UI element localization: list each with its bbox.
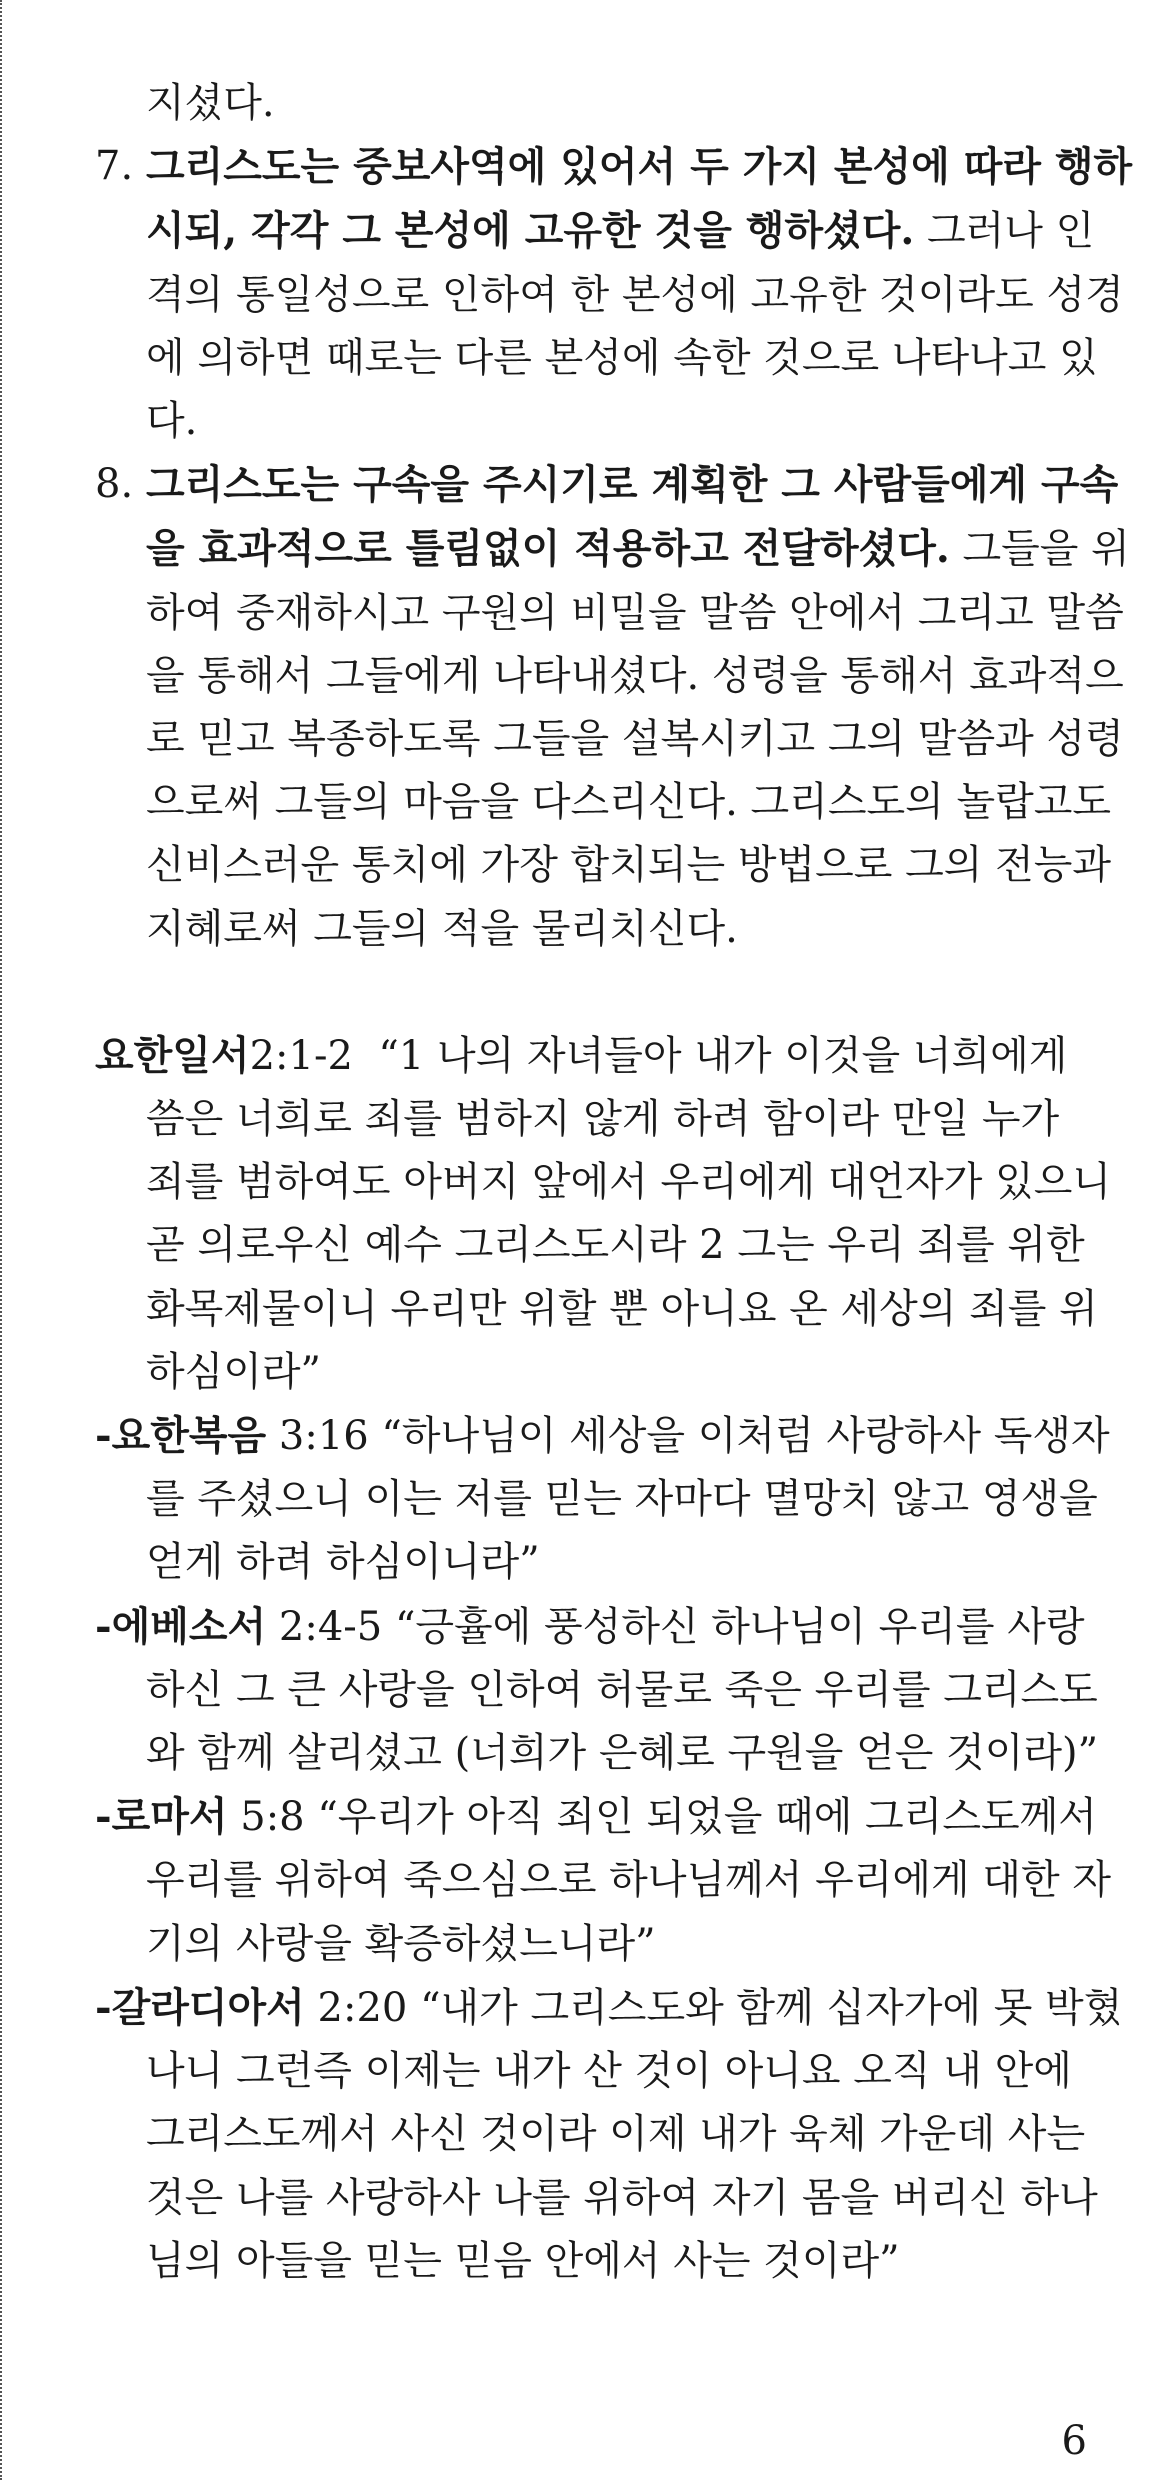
- verse-text-line: 하심이라”: [146, 1348, 322, 1395]
- verse-text: “내가 그리스도와 함께 십자가에 못 박혔: [407, 1984, 1123, 2031]
- verse-text-line: 와 함께 살리셨고 (너희가 은혜로 구원을 얻은 것이라)”: [146, 1730, 1099, 1777]
- item-number: 8.: [95, 461, 134, 508]
- verse-reference-number: 3:16: [266, 1413, 369, 1460]
- scripture-verse: [95, 1785, 1112, 1976]
- item-number: 7.: [95, 143, 134, 190]
- section-spacer: [95, 961, 1085, 1024]
- item-line: [146, 834, 1112, 897]
- verse-text: “우리가 아직 죄인 되었을 때에 그리스도께서: [304, 1794, 1097, 1841]
- item-body-text: 에 의하면 때로는 다른 본성에 속한 것으로 나타나고 있: [146, 334, 1098, 381]
- item-body-text: 그들을 위: [949, 526, 1130, 573]
- verse-text: “1 나의 자녀들아 내가 이것을 너희에게: [352, 1032, 1068, 1079]
- item-body-text: 으로써 그들의 마음을 다스리신다. 그리스도의 놀랍고도: [146, 779, 1112, 826]
- confession-item: [95, 135, 1133, 453]
- item-body-text: 지혜로써 그들의 적을 물리치신다.: [146, 905, 738, 952]
- verse-text-line: 님의 아들을 믿는 믿음 안에서 사는 것이라”: [146, 2237, 900, 2284]
- verse-first-line: [95, 1595, 1085, 1659]
- item-body-text: 하여 중재하시고 구원의 비밀을 말씀 안에서 그리고 말씀: [146, 589, 1124, 636]
- item-body-text: 다.: [146, 398, 198, 445]
- item-body-text: 신비스러운 통치에 가장 합치되는 방법으로 그의 전능과: [146, 842, 1112, 889]
- verse-first-line: [95, 1785, 1097, 1849]
- item-line: [146, 135, 1133, 199]
- verse-text: “긍휼에 풍성하신 하나님이 우리를 사랑: [382, 1603, 1085, 1650]
- item-line: [146, 582, 1124, 645]
- verse-reference-number: 2:1-2: [249, 1032, 353, 1079]
- item-line: [146, 708, 1124, 771]
- verse-text: “하나님이 세상을 이처럼 사랑하사 독생자: [368, 1413, 1110, 1460]
- scripture-references: [95, 1024, 1123, 2293]
- verse-text-line: 기의 사랑을 확증하셨느니라”: [146, 1920, 656, 1967]
- item-body-text: 격의 통일성으로 인하여 한 본성에 고유한 것이라도 성경: [146, 271, 1124, 318]
- verse-book-name: -갈라디아서: [95, 1983, 305, 2031]
- verse-book-name: -에베소서: [95, 1602, 267, 1650]
- scripture-verse: [95, 1404, 1110, 1595]
- item-body-text: 을 통해서 그들에게 나타내셨다. 성령을 통해서 효과적으: [146, 652, 1124, 699]
- scripture-verse: [95, 1595, 1099, 1786]
- verse-text-line: 것은 나를 사랑하사 나를 위하여 자기 몸을 버리신 하나: [146, 2174, 1098, 2221]
- verse-text-line: 죄를 범하여도 아버지 앞에서 우리에게 대언자가 있으니: [146, 1159, 1112, 1206]
- item-emphasis-text: 그리스도는 중보사역에 있어서 두 가지 본성에 따라 행하: [146, 143, 1133, 191]
- item-line: [146, 264, 1124, 327]
- verse-first-line: [95, 1024, 1085, 1088]
- continuation-text: 지셨다.: [146, 80, 275, 126]
- verse-text-line: 화목제물이니 우리만 위할 뿐 아니요 온 세상의 죄를 위: [146, 1285, 1098, 1332]
- verse-text-line: 우리를 위하여 죽으심으로 하나님께서 우리에게 대한 자: [146, 1857, 1112, 1904]
- document-page: [95, 72, 1133, 2293]
- verse-book-name: -로마서: [95, 1793, 228, 1841]
- verse-text-line: 하신 그 큰 사랑을 인하여 허물로 죽은 우리를 그리스도: [146, 1666, 1098, 1713]
- item-line: [146, 517, 1130, 581]
- scripture-verse: [95, 1976, 1123, 2293]
- item-emphasis-text: 시되, 각각 그 본성에 고유한 것을 행하셨다.: [146, 207, 915, 255]
- item-line: [146, 645, 1124, 708]
- item-body-text: 로 믿고 복종하도록 그들을 설복시키고 그의 말씀과 성령: [146, 716, 1124, 763]
- scripture-verse: [95, 1024, 1112, 1404]
- confession-items: [95, 135, 1133, 961]
- item-emphasis-text: 그리스도는 구속을 주시기로 계획한 그 사람들에게 구속: [146, 461, 1119, 509]
- verse-reference-number: 5:8: [227, 1794, 305, 1841]
- verse-book-name: 요한일서: [95, 1031, 250, 1079]
- verse-first-line: [95, 1976, 1123, 2040]
- item-line: [146, 199, 1095, 263]
- item-body-text: 그러나 인: [914, 208, 1095, 255]
- verse-text-line: 곧 의로우신 예수 그리스도시라 2 그는 우리 죄를 위한: [146, 1222, 1085, 1269]
- verse-text-line: 얻게 하려 하심이니라”: [146, 1539, 540, 1586]
- verse-reference-number: 2:20: [304, 1984, 408, 2031]
- verse-reference-number: 2:4-5: [266, 1603, 383, 1650]
- verse-text-line: 씀은 너희로 죄를 범하지 않게 하려 함이라 만일 누가: [146, 1096, 1060, 1143]
- verse-text-line: 를 주셨으니 이는 저를 믿는 자마다 멸망치 않고 영생을: [146, 1476, 1098, 1523]
- item-emphasis-text: 을 효과적으로 틀림없이 적용하고 전달하셨다.: [146, 525, 950, 573]
- verse-text-line: 그리스도께서 사신 것이라 이제 내가 육체 가운데 사는: [146, 2111, 1086, 2158]
- item-line: [146, 453, 1119, 517]
- item-line: [146, 771, 1112, 834]
- confession-item: [95, 453, 1130, 961]
- verse-first-line: [95, 1404, 1110, 1468]
- verse-book-name: -요한복음: [95, 1412, 267, 1460]
- page-edge-dotted-rule: [0, 0, 2, 2480]
- item-line: [146, 390, 1085, 453]
- item-line: [146, 327, 1098, 390]
- item-line: [146, 898, 1085, 961]
- verse-text-line: 나니 그런즉 이제는 내가 산 것이 아니요 오직 내 안에: [146, 2048, 1072, 2095]
- page-number: 6: [1061, 2418, 1087, 2464]
